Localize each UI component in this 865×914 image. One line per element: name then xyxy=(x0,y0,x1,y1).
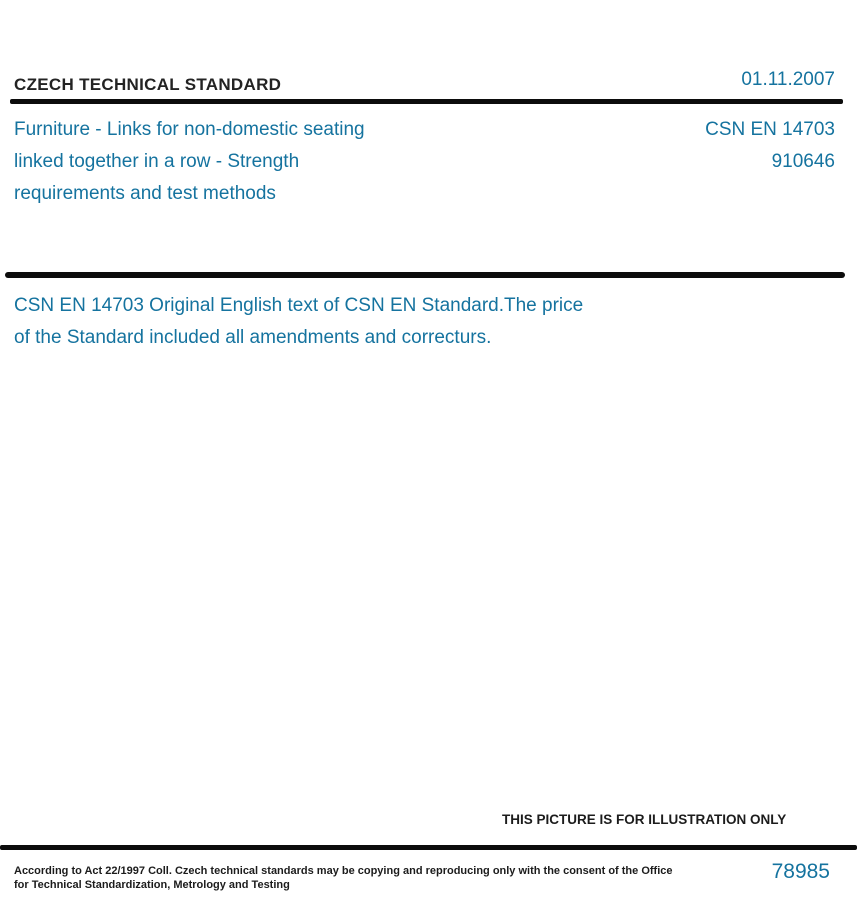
illustration-note: THIS PICTURE IS FOR ILLUSTRATION ONLY xyxy=(502,812,787,827)
page-title: CZECH TECHNICAL STANDARD xyxy=(14,75,282,94)
issue-date: 01.11.2007 xyxy=(741,69,835,90)
footer-legal-line: According to Act 22/1997 Coll. Czech technical standards may be copying and reproducing only with the consent of the Office xyxy=(14,865,673,877)
section-divider xyxy=(5,272,845,278)
standard-description xyxy=(14,290,583,354)
standard-class-number: 910646 xyxy=(771,151,835,172)
standard-code: CSN EN 14703 xyxy=(705,119,835,140)
standard-title-line: Furniture - Links for non-domestic seating xyxy=(14,119,365,140)
footer-divider xyxy=(0,845,857,850)
standard-title-line: requirements and test methods xyxy=(14,183,276,204)
standard-references xyxy=(705,114,835,178)
description-line: of the Standard included all amendments and correcturs. xyxy=(14,327,492,348)
standard-title xyxy=(14,114,365,210)
header-divider xyxy=(10,99,843,104)
order-number: 78985 xyxy=(771,860,830,883)
footer-legal-notice xyxy=(14,864,673,892)
description-line: CSN EN 14703 Original English text of CSN EN Standard.The price xyxy=(14,295,584,316)
standard-title-line: linked together in a row - Strength xyxy=(14,151,300,172)
footer-legal-line: for Technical Standardization, Metrology and Testing xyxy=(14,879,290,891)
